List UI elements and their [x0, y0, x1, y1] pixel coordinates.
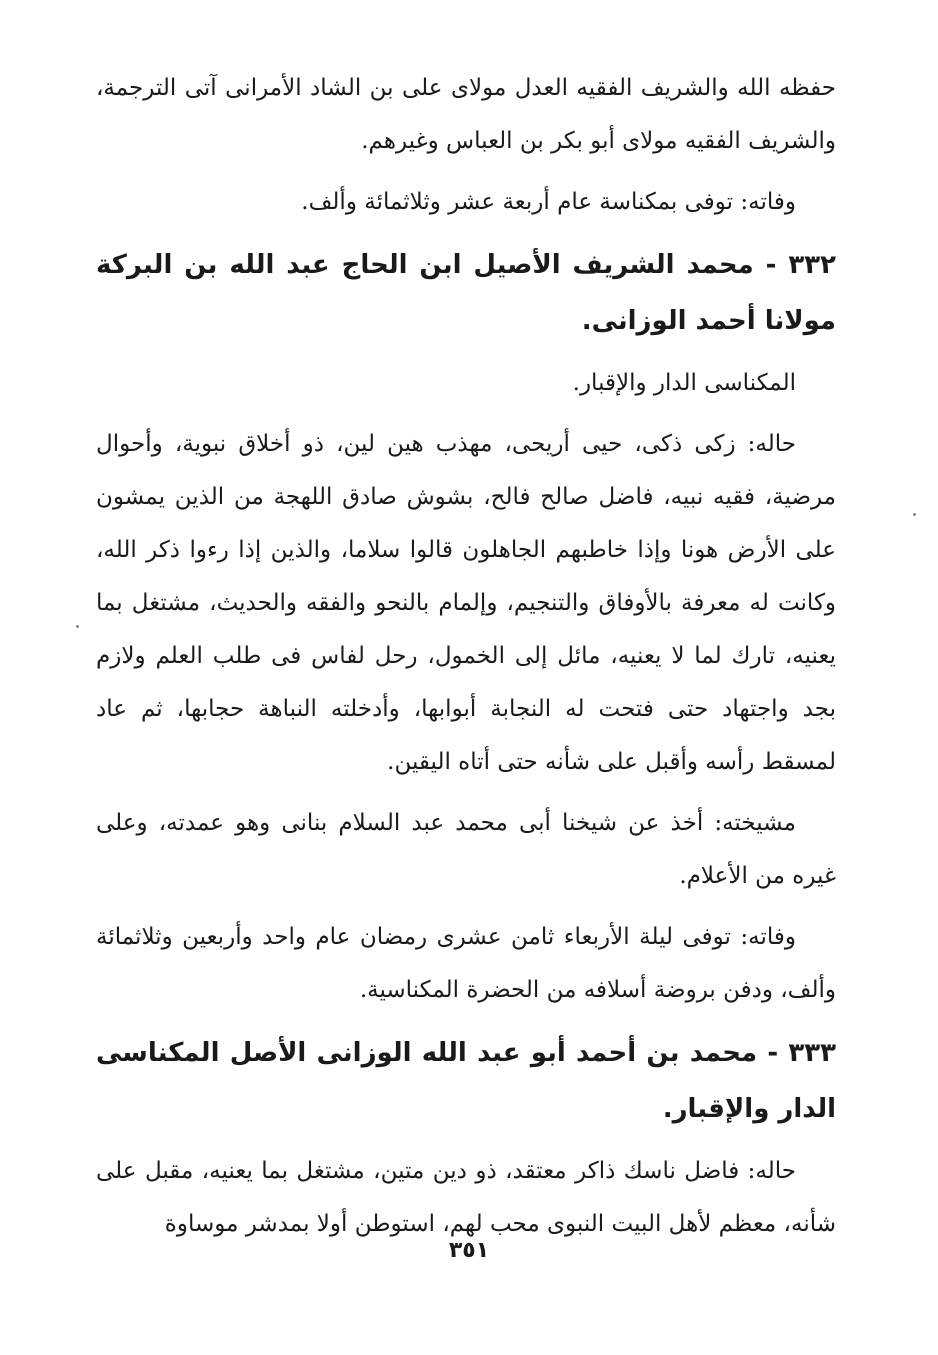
- paragraph-death-332: وفاته: توفى ليلة الأربعاء ثامن عشرى رمضان عام واحد وأربعين وثلاثمائة وألف، ودفن بروضة أسلافه من الحضرة المكناسية.: [96, 924, 836, 1003]
- paragraph-status-333: حاله: فاضل ناسك ذاكر معتقد، ذو دين متين، مشتغل بما يعنيه، مقبل على شأنه، معظم لأهل البيت النبوى محب لهم، استوطن أولا بمدشر موساوة: [96, 1158, 836, 1237]
- page-body: [96, 62, 836, 1259]
- page-number: ٣٥١: [448, 1238, 490, 1263]
- paragraph-origin-332: المكناسى الدار والإقبار.: [572, 370, 796, 396]
- scan-speck: [76, 625, 79, 628]
- paragraph-status-332: حاله: زكى ذكى، حيى أريحى، مهذب هين لين، ذو أخلاق نبوية، وأحوال مرضية، فقيه نبيه، فاضل صالح فالح، بشوش صادق اللهجة من الذين يمشون على الأرض هونا وإذا خاطبهم الجاهلون قالوا سلاما، والذين إذا رءوا ذكر الله، وكانت له معرفة بالأوفاق والتنجيم، وإلمام بالنحو والفقه والحديث، مشتغل بما يعنيه، تارك لما لا يعنيه، مائل إلى الخمول، رحل لفاس فى طلب العلم ولازم بجد واجتهاد حتى فتحت له النجابة أبوابها، وأدخلته النباهة حجابها، ثم عاد لمسقط رأسه وأقبل على شأنه حتى أتاه اليقين.: [96, 431, 836, 775]
- entry-heading-333: ٣٣٣ - محمد بن أحمد أبو عبد الله الوزانى الأصل المكناسى الدار والإقبار.: [96, 1038, 836, 1124]
- scan-speck: [913, 513, 916, 516]
- paragraph-continuation: حفظه الله والشريف الفقيه العدل مولاى على بن الشاد الأمرانى آتى الترجمة، والشريف الفقيه مولاى أبو بكر بن العباس وغيرهم.: [96, 75, 836, 154]
- paragraph-death-1: وفاته: توفى بمكناسة عام أربعة عشر وثلاثمائة وألف.: [301, 189, 796, 215]
- entry-heading-332: ٣٣٢ - محمد الشريف الأصيل ابن الحاج عبد الله بن البركة مولانا أحمد الوزانى.: [96, 250, 836, 336]
- paragraph-teachers-332: مشيخته: أخذ عن شيخنا أبى محمد عبد السلام بنانى وهو عمدته، وعلى غيره من الأعلام.: [96, 810, 836, 889]
